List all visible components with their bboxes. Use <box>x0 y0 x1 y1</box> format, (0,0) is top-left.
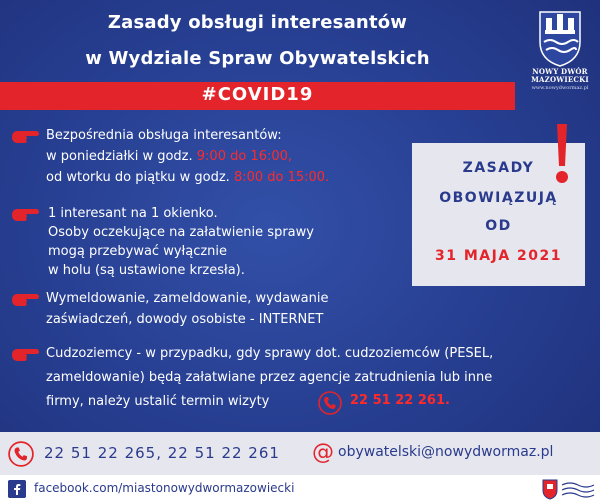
notice-line-2: OBOWIĄZUJĄ <box>439 190 558 206</box>
item-4-line-2: zameldowanie) będą załatwiane przez agencje zatrudnienia lub inne <box>46 370 493 385</box>
item-1-weekday-hours: 8:00 do 15:00. <box>233 170 330 185</box>
facebook-icon <box>8 480 26 498</box>
item-1-line-3-text: od wtorku do piątku w godz. <box>46 170 234 185</box>
item-3-line-1: Wymeldowanie, zameldowanie, wydawanie <box>46 291 329 306</box>
city-crest <box>524 8 596 108</box>
crest-city-line-2: MAZOWIECKI <box>531 75 589 84</box>
item-2-line-2: Osoby oczekujące na załatwienie sprawy <box>48 225 314 240</box>
phone-icon <box>8 441 34 467</box>
item-1-line-2 <box>46 148 292 166</box>
item-2-line-3: mogą przebywać wyłącznie <box>48 244 228 259</box>
item-3-line-2: zaświadczeń, dowody osobiste - INTERNET <box>46 312 324 327</box>
partner-logo-icon <box>540 477 596 501</box>
item-2-line-4: w holu (są ustawione krzesła). <box>48 263 245 278</box>
notice-line-3: OD <box>485 218 512 234</box>
at-icon: @ <box>312 440 334 465</box>
covid-hashtag: #COVID19 <box>201 84 314 105</box>
foreigners-phone-number[interactable]: 22 51 22 261. <box>350 393 450 408</box>
pointing-hand-icon <box>10 127 40 147</box>
crest-url: www.nowydwormaz.pl <box>531 85 589 91</box>
item-1-line-2-text: w poniedziałki w godz. <box>46 149 197 164</box>
notice-date: 31 MAJA 2021 <box>434 248 562 264</box>
pointing-hand-icon <box>10 345 40 365</box>
item-1-monday-hours: 9:00 do 16:00, <box>196 149 293 164</box>
phone-icon <box>318 391 342 415</box>
contact-phone-numbers[interactable]: 22 51 22 265, 22 51 22 261 <box>44 444 280 462</box>
item-1-line-3 <box>46 169 329 187</box>
item-2-line-1: 1 interesant na 1 okienko. <box>48 206 218 221</box>
contact-email[interactable]: obywatelski@nowydwormaz.pl <box>338 444 554 460</box>
notice-line-1: ZASADY <box>462 160 535 176</box>
page-title-line-1: Zasady obsługi interesantów <box>107 12 408 33</box>
pointing-hand-icon <box>10 205 40 225</box>
facebook-link[interactable]: facebook.com/miastonowydwormazowiecki <box>34 481 295 495</box>
exclamation-icon <box>552 122 572 186</box>
item-4-line-3: firmy, należy ustalić termin wizyty <box>46 394 270 409</box>
item-4-line-1: Cudzoziemcy - w przypadku, gdy sprawy dot. cudzoziemców (PESEL, <box>46 346 494 361</box>
page-title-line-2: w Wydziale Spraw Obywatelskich <box>85 48 430 69</box>
item-1-line-1: Bezpośrednia obsługa interesantów: <box>46 128 282 143</box>
crest-city-line-1: NOWY DWÓR <box>532 67 588 76</box>
pointing-hand-icon <box>10 290 40 310</box>
crest-icon <box>536 8 584 68</box>
